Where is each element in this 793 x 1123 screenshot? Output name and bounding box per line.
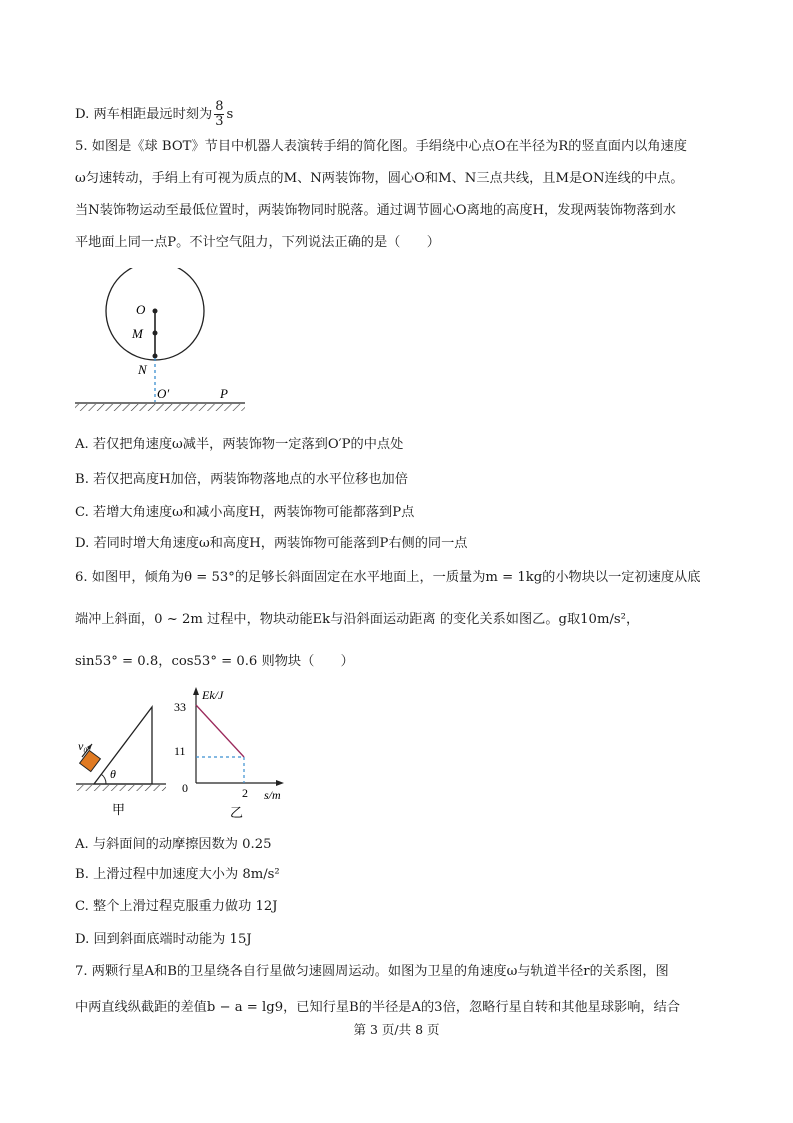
q5-option-c: C. 若增大角速度ω和减小高度H，两装饰物可能都落到P点 bbox=[75, 505, 415, 520]
caption-yi: 乙 bbox=[230, 805, 244, 820]
q5-option-d: D. 若同时增大角速度ω和高度H，两装饰物可能落到P右侧的同一点 bbox=[75, 536, 468, 551]
label-theta: θ bbox=[110, 767, 116, 781]
q5-figure bbox=[70, 268, 250, 418]
unit: s bbox=[226, 107, 234, 122]
point-n bbox=[153, 354, 158, 359]
q6-figure-yi bbox=[170, 683, 300, 823]
q6-option-a: A. 与斜面间的动摩擦因数为 0.25 bbox=[75, 837, 272, 852]
page-footer: 第 3 页/共 8 页 bbox=[353, 1022, 440, 1037]
point-o bbox=[153, 309, 158, 314]
tick-2: 2 bbox=[242, 786, 248, 800]
q6-option-c: C. 整个上滑过程克服重力做功 12J bbox=[75, 899, 278, 914]
x-arrow bbox=[276, 780, 284, 786]
tick-33: 33 bbox=[174, 700, 186, 714]
angle-arc bbox=[101, 774, 106, 784]
q6-figure-jia bbox=[74, 692, 174, 822]
q6-option-b: B. 上滑过程中加速度大小为 8m/s² bbox=[75, 867, 280, 882]
q7-line2: 中两直线纵截距的差值b − a = lg9，已知行星B的半径是A的3倍，忽略行星自转和其他星球影响，结合 bbox=[75, 1000, 680, 1015]
point-m bbox=[153, 331, 158, 336]
ek-line bbox=[196, 705, 244, 757]
label-o: O bbox=[136, 302, 146, 317]
q6-line2: 端冲上斜面，0 ~ 2m 过程中，物块动能Ek与沿斜面运动距离 的变化关系如图乙。g取10m/s²， bbox=[75, 612, 640, 627]
y-arrow bbox=[193, 687, 199, 695]
label-m: M bbox=[132, 326, 143, 341]
tick-11: 11 bbox=[174, 744, 186, 758]
caption-jia: 甲 bbox=[112, 802, 126, 817]
ground-hatch bbox=[76, 785, 166, 791]
q5-line4: 平地面上同一点P。不计空气阻力，下列说法正确的是（ ） bbox=[75, 235, 440, 250]
label-v0: v₀ bbox=[78, 739, 88, 753]
y-axis-label: Ek/J bbox=[202, 688, 224, 702]
block bbox=[80, 750, 101, 771]
q6-option-d: D. 回到斜面底端时动能为 15J bbox=[75, 932, 252, 947]
q5-line1: 5. 如图是《球 BOT》节目中机器人表演转手绢的简化图。手绢绕中心点O在半径为R的竖直面内以角速度 bbox=[75, 139, 687, 154]
x-axis-label: s/m bbox=[264, 788, 281, 802]
q5-line2: ω匀速转动，手绢上有可视为质点的M、N两装饰物，圆心O和M、N三点共线，且M是ON连线的中点。 bbox=[75, 171, 684, 186]
label-o-prime: O′ bbox=[157, 386, 170, 401]
ground-hatch bbox=[75, 404, 245, 411]
incline bbox=[94, 707, 152, 784]
label-p: P bbox=[220, 386, 228, 401]
q4-option-d-text: D. 两车相距最远时刻为 bbox=[75, 107, 213, 122]
q7-line1: 7. 两颗行星A和B的卫星绕各自行星做匀速圆周运动。如图为卫星的角速度ω与轨道半径r的关系图，图 bbox=[75, 964, 669, 979]
q6-line1: 6. 如图甲，倾角为θ = 53°的足够长斜面固定在水平地面上，一质量为m = 1kg的小物块以一定初速度从底 bbox=[75, 570, 701, 585]
tick-0: 0 bbox=[182, 781, 188, 795]
q5-line3: 当N装饰物运动至最低位置时，两装饰物同时脱落。通过调节圆心O离地的高度H，发现两装饰物落到水 bbox=[75, 203, 676, 218]
q5-option-a: A. 若仅把角速度ω减半，两装饰物一定落到O′P的中点处 bbox=[75, 437, 404, 452]
label-n: N bbox=[138, 362, 147, 377]
fraction: $\frac{8}{3}$ bbox=[215, 99, 224, 129]
q4-option-d bbox=[75, 100, 233, 129]
q5-option-b: B. 若仅把高度H加倍，两装饰物落地点的水平位移也加倍 bbox=[75, 472, 408, 487]
q6-line3: sin53° = 0.8，cos53° = 0.6 则物块（ ） bbox=[75, 654, 354, 669]
